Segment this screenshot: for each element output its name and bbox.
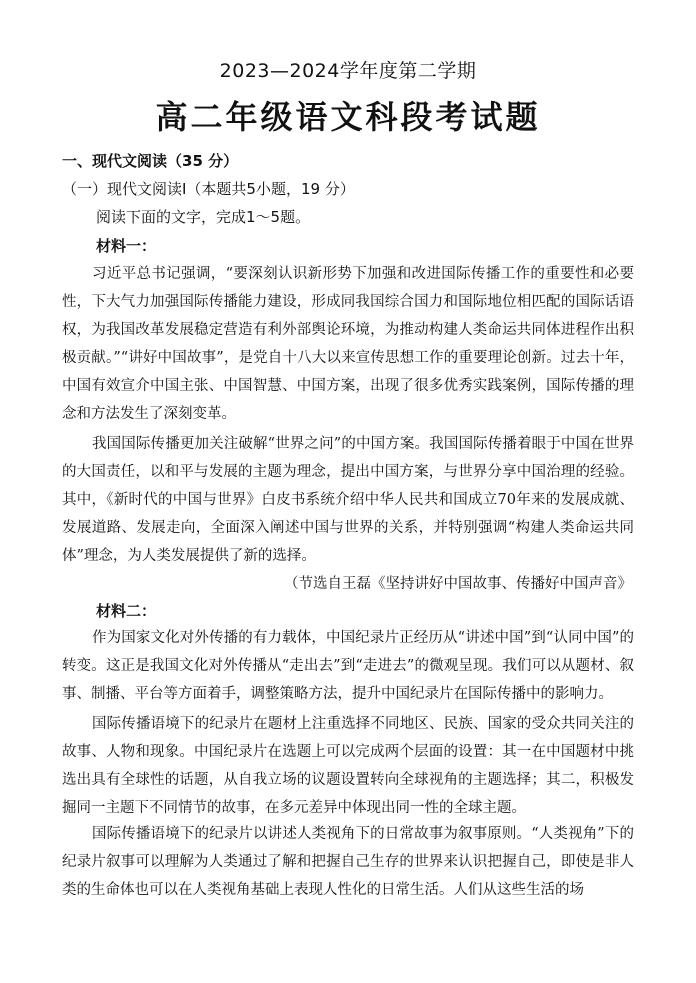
material-two-paragraph: 国际传播语境下的纪录片在题材上注重选择不同地区、民族、国家的受众共同关注的故事、人物和现象。中国纪录片在选题上可以完成两个层面的设置：其一在中国题材中挑选出具有全球性的话题，从自我立场的议题设置转向全球视角的主题选择；其二，积极发掘同一主题下不同情节的故事，在多元差异中体现出同一性的全球主题。 — [62, 716, 634, 816]
subsection-heading: （一）现代文阅读Ⅰ（本题共5小题，19 分） — [62, 180, 355, 198]
material-two-paragraph: 国际传播语境下的纪录片以讲述人类视角下的日常故事为叙事原则。“人类视角”下的纪录片叙事可以理解为人类通过了解和把握自己生存的世界来认识把握自己，即使是非人类的生命体也可以在人类视角基础上表现人性化的日常生活。人们从这些生活的场 — [62, 826, 634, 898]
term-heading: 2023—2024学年度第二学期 — [219, 60, 477, 82]
material-one-paragraph: 我国国际传播更加关注破解“世界之问”的中国方案。我国国际传播着眼于中国在世界的大国责任，以和平与发展的主题为理念，提出中国方案，与世界分享中国治理的经验。其中，《新时代的中国与世界》白皮书系统介绍中华人民共和国成立70年来的发展成就、发展道路、发展走向，全面深入阐述中国与世界的关系，并特别强调“构建人类命运共同体”理念，为人类发展提供了新的选择。 — [62, 436, 634, 564]
exam-title: 高二年级语文科段考试题 — [155, 98, 541, 136]
material-one-source: （节选自王磊《坚持讲好中国故事、传播好中国声音》 — [284, 576, 632, 592]
material-one-paragraph: 习近平总书记强调，“要深刻认识新形势下加强和改进国际传播工作的重要性和必要性，下大气力加强国际传播能力建设，形成同我国综合国力和国际地位相匹配的国际话语权，为我国改革发展稳定营造有利外部舆论环境，为推动构建人类命运共同体进程作出积极贡献。”“讲好中国故事”，是党自十八大以来宣传思想工作的重要理论创新。过去十年，中国有效宣介中国主张、中国智慧、中国方案，出现了很多优秀实践案例，国际传播的理念和方法发生了深刻变革。 — [62, 266, 634, 422]
section-heading: 一、现代文阅读（35 分） — [62, 152, 239, 170]
material-two-paragraph: 作为国家文化对外传播的有力载体，中国纪录片正经历从“讲述中国”到“认同中国”的转变。这正是我国文化对外传播从“走出去”到“走进去”的微观呈现。我们可以从题材、叙事、制播、平台等方面着手，调整策略方法，提升中国纪录片在国际传播中的影响力。 — [62, 630, 634, 702]
reading-instruction: 阅读下面的文字，完成1～5题。 — [96, 208, 311, 226]
material-two-label: 材料二： — [96, 602, 157, 620]
material-one-label: 材料一： — [96, 237, 157, 255]
